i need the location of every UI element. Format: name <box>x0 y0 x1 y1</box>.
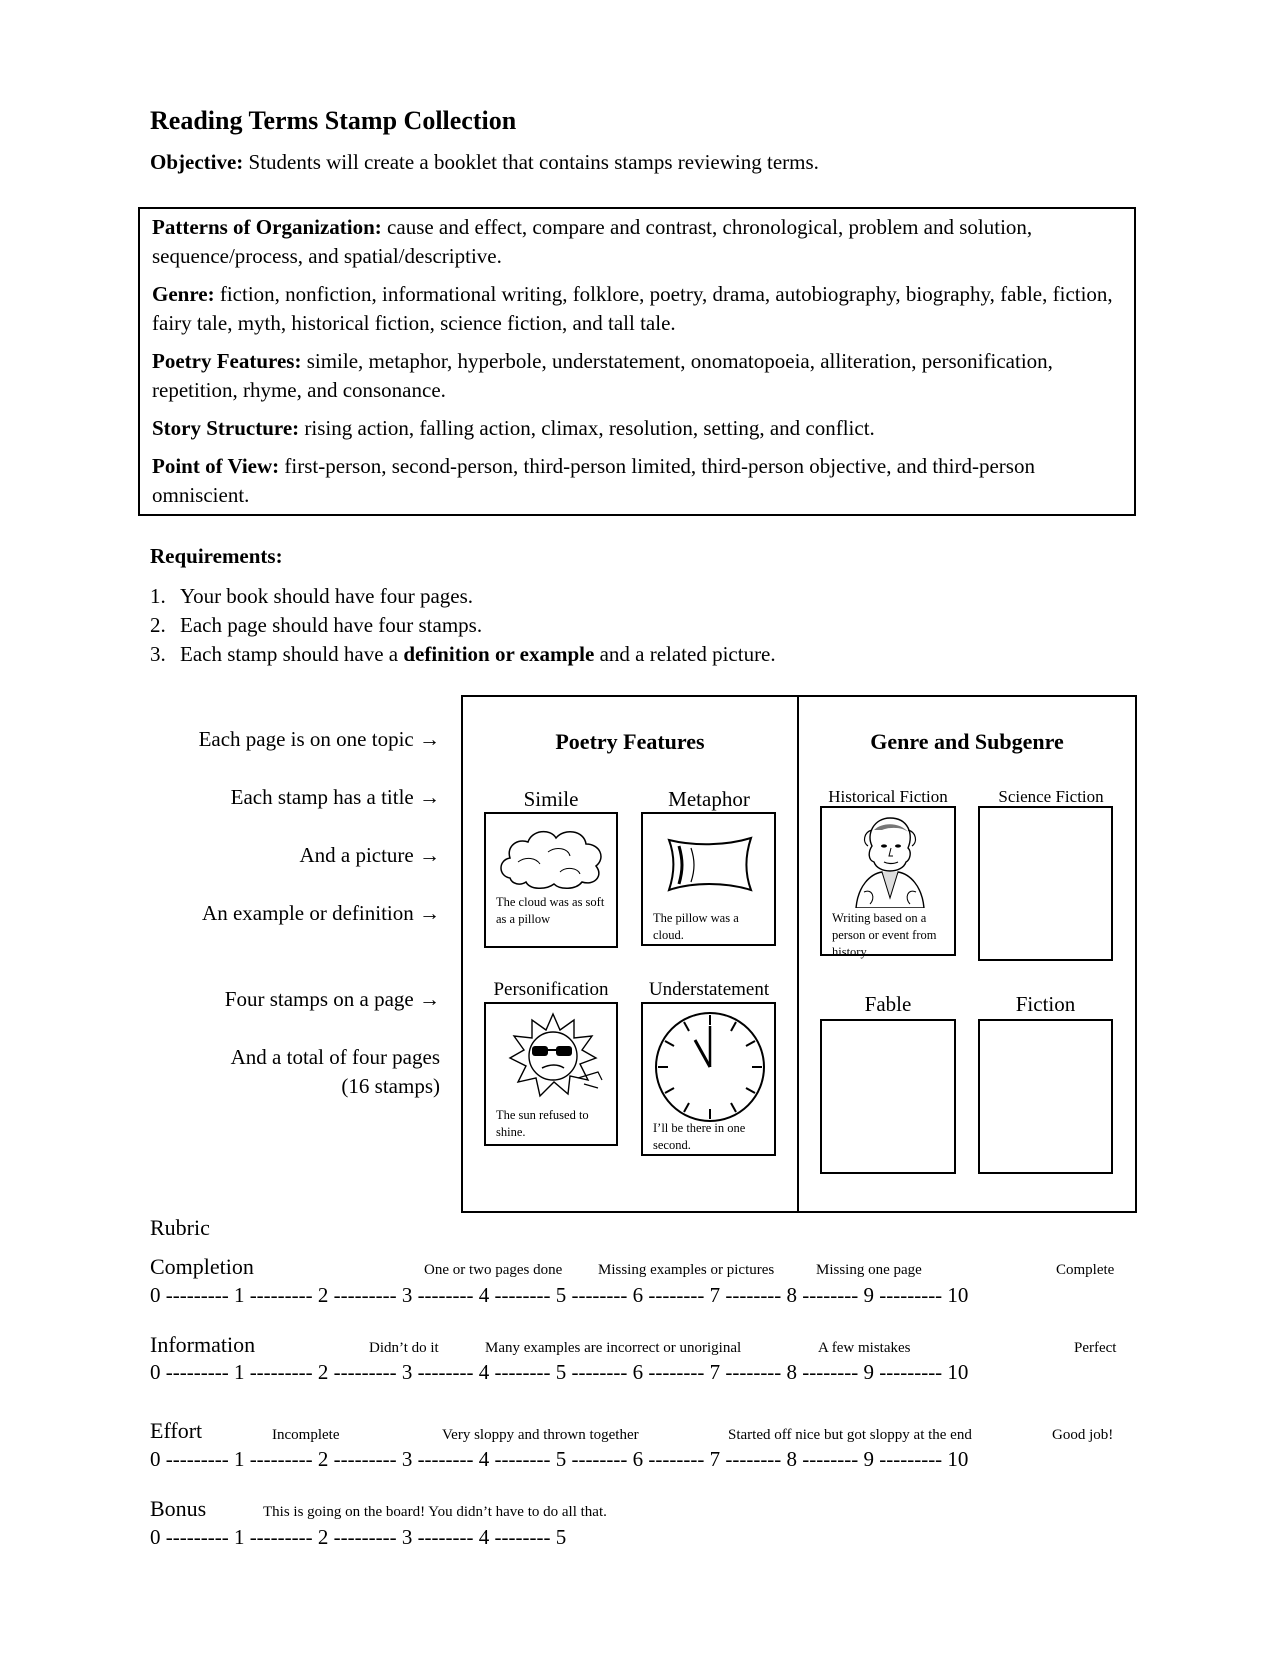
right-page-title: Genre and Subgenre <box>870 729 1064 754</box>
term-text: cause and effect, compare and contrast, chronological, problem and solution, sequence/process, and spatial/descriptive. <box>152 215 1033 268</box>
term-text: fiction, nonfiction, informational writing, folklore, poetry, drama, autobiography, biography, fable, fiction, fairy tale, myth, historical fiction, science fiction, and tall tale. <box>152 282 1113 335</box>
term-poetry <box>152 347 1124 405</box>
term-label: Story Structure: <box>152 416 300 440</box>
requirement-number: 1. <box>150 584 166 608</box>
stamp-title: Simile <box>523 787 579 811</box>
page-title: Reading Terms Stamp Collection <box>150 106 517 135</box>
term-label: Poetry Features: <box>152 349 302 373</box>
requirement-item <box>150 640 776 669</box>
term-genre <box>152 280 1124 338</box>
stamp-title: Personification <box>493 979 609 1000</box>
stamp-caption: Writing based on a person or event from history. <box>832 911 937 959</box>
guide-line: (16 stamps) <box>341 1074 440 1098</box>
objective-label: Objective: <box>150 150 244 174</box>
stamp-understatement <box>641 1002 776 1156</box>
stamp-fable <box>820 1019 956 1174</box>
stamp-metaphor <box>641 812 776 946</box>
rubric-category: Effort <box>150 1418 203 1443</box>
requirements-heading: Requirements: <box>150 544 283 568</box>
sun-with-sunglasses-icon <box>498 1008 608 1102</box>
stamp-caption: The sun refused to shine. <box>496 1108 589 1139</box>
pillow-icon <box>663 832 757 896</box>
requirement-number: 2. <box>150 613 166 637</box>
objective-line <box>150 150 819 175</box>
rubric-scale: 0 --------- 1 --------- 2 --------- 3 -------- 4 -------- 5 -------- 6 -------- 7 -------- 8 -------- 9 --------- 10 <box>150 1447 969 1471</box>
objective-text: Students will create a booklet that contains stamps reviewing terms. <box>243 150 819 174</box>
guide-line: And a picture → <box>299 843 440 867</box>
rubric-descriptor: Many examples are incorrect or unoriginal <box>485 1340 742 1356</box>
requirement-text: Each stamp should have a <box>180 642 404 666</box>
stamp-caption: I’ll be there in one second. <box>653 1121 746 1152</box>
rubric-descriptor: Missing one page <box>816 1262 922 1278</box>
requirement-text: and a related picture. <box>594 642 776 666</box>
cloud-icon <box>496 822 608 894</box>
rubric-descriptor: Started off nice but got sloppy at the end <box>728 1427 972 1443</box>
guide-line: An example or definition → <box>202 901 440 925</box>
stamp-personification <box>484 1002 618 1146</box>
rubric-heading: Rubric <box>150 1215 210 1240</box>
rubric-descriptor: Very sloppy and thrown together <box>442 1427 639 1443</box>
stamp-title: Fable <box>864 992 912 1016</box>
rubric-category: Information <box>150 1332 256 1357</box>
stamp-caption: The cloud was as soft as a pillow <box>496 895 605 926</box>
stamp-title: Metaphor <box>668 787 750 811</box>
term-text: first-person, second-person, third-person limited, third-person objective, and third-person omniscient. <box>152 454 1035 507</box>
guide-line: And a total of four pages <box>230 1045 440 1069</box>
rubric-scale: 0 --------- 1 --------- 2 --------- 3 -------- 4 -------- 5 <box>150 1525 567 1549</box>
term-pov <box>152 452 1124 510</box>
term-text: simile, metaphor, hyperbole, understatement, onomatopoeia, alliteration, personification, repetition, rhyme, and consonance. <box>152 349 1053 402</box>
requirement-bold: definition or example <box>403 642 595 666</box>
term-label: Patterns of Organization: <box>152 215 382 239</box>
clock-icon <box>653 1010 767 1124</box>
stamp-title: Science Fiction <box>998 787 1104 806</box>
requirement-text: Your book should have four pages. <box>180 584 474 608</box>
stamp-title: Fiction <box>1015 992 1076 1016</box>
term-story <box>152 414 1124 443</box>
terms-box <box>138 207 1136 516</box>
stamp-simile <box>484 812 618 948</box>
stamp-caption: The pillow was a cloud. <box>653 911 739 942</box>
rubric-scale: 0 --------- 1 --------- 2 --------- 3 -------- 4 -------- 5 -------- 6 -------- 7 -------- 8 -------- 9 --------- 10 <box>150 1360 969 1384</box>
stamp-title: Historical Fiction <box>828 787 948 806</box>
term-patterns <box>152 213 1124 271</box>
washington-portrait-icon <box>852 812 928 908</box>
term-text: rising action, falling action, climax, resolution, setting, and conflict. <box>299 416 875 440</box>
rubric-descriptor: This is going on the board! You didn’t have to do all that. <box>263 1504 607 1520</box>
rubric-descriptor: A few mistakes <box>818 1340 911 1356</box>
rubric-category: Bonus <box>150 1496 207 1521</box>
stamp-historical-fiction <box>820 806 956 959</box>
rubric-descriptor: Incomplete <box>272 1427 340 1443</box>
guide-line: Each page is on one topic → <box>198 727 440 751</box>
rubric-descriptor: Didn’t do it <box>369 1340 439 1356</box>
requirement-item <box>150 582 776 611</box>
stamp-fiction <box>978 1019 1113 1174</box>
requirement-item <box>150 611 776 640</box>
guide-line: Four stamps on a page → <box>224 987 440 1011</box>
rubric-descriptor: Missing examples or pictures <box>598 1262 775 1278</box>
stamp-title: Understatement <box>648 979 770 1000</box>
guide-line: Each stamp has a title → <box>230 785 440 809</box>
term-label: Point of View: <box>152 454 280 478</box>
requirements-list <box>150 582 776 669</box>
left-page-title: Poetry Features <box>555 729 705 754</box>
rubric-scale: 0 --------- 1 --------- 2 --------- 3 -------- 4 -------- 5 -------- 6 -------- 7 -------- 8 -------- 9 --------- 10 <box>150 1283 969 1307</box>
term-label: Genre: <box>152 282 215 306</box>
requirement-text: Each page should have four stamps. <box>180 613 483 637</box>
rubric-descriptor: One or two pages done <box>424 1262 563 1278</box>
rubric-descriptor: Perfect <box>1074 1340 1117 1356</box>
rubric-category: Completion <box>150 1254 254 1279</box>
booklet-spine <box>797 695 799 1213</box>
stamp-science-fiction <box>978 806 1113 961</box>
requirement-number: 3. <box>150 642 166 666</box>
rubric-descriptor: Complete <box>1056 1262 1115 1278</box>
rubric-descriptor: Good job! <box>1052 1427 1114 1443</box>
